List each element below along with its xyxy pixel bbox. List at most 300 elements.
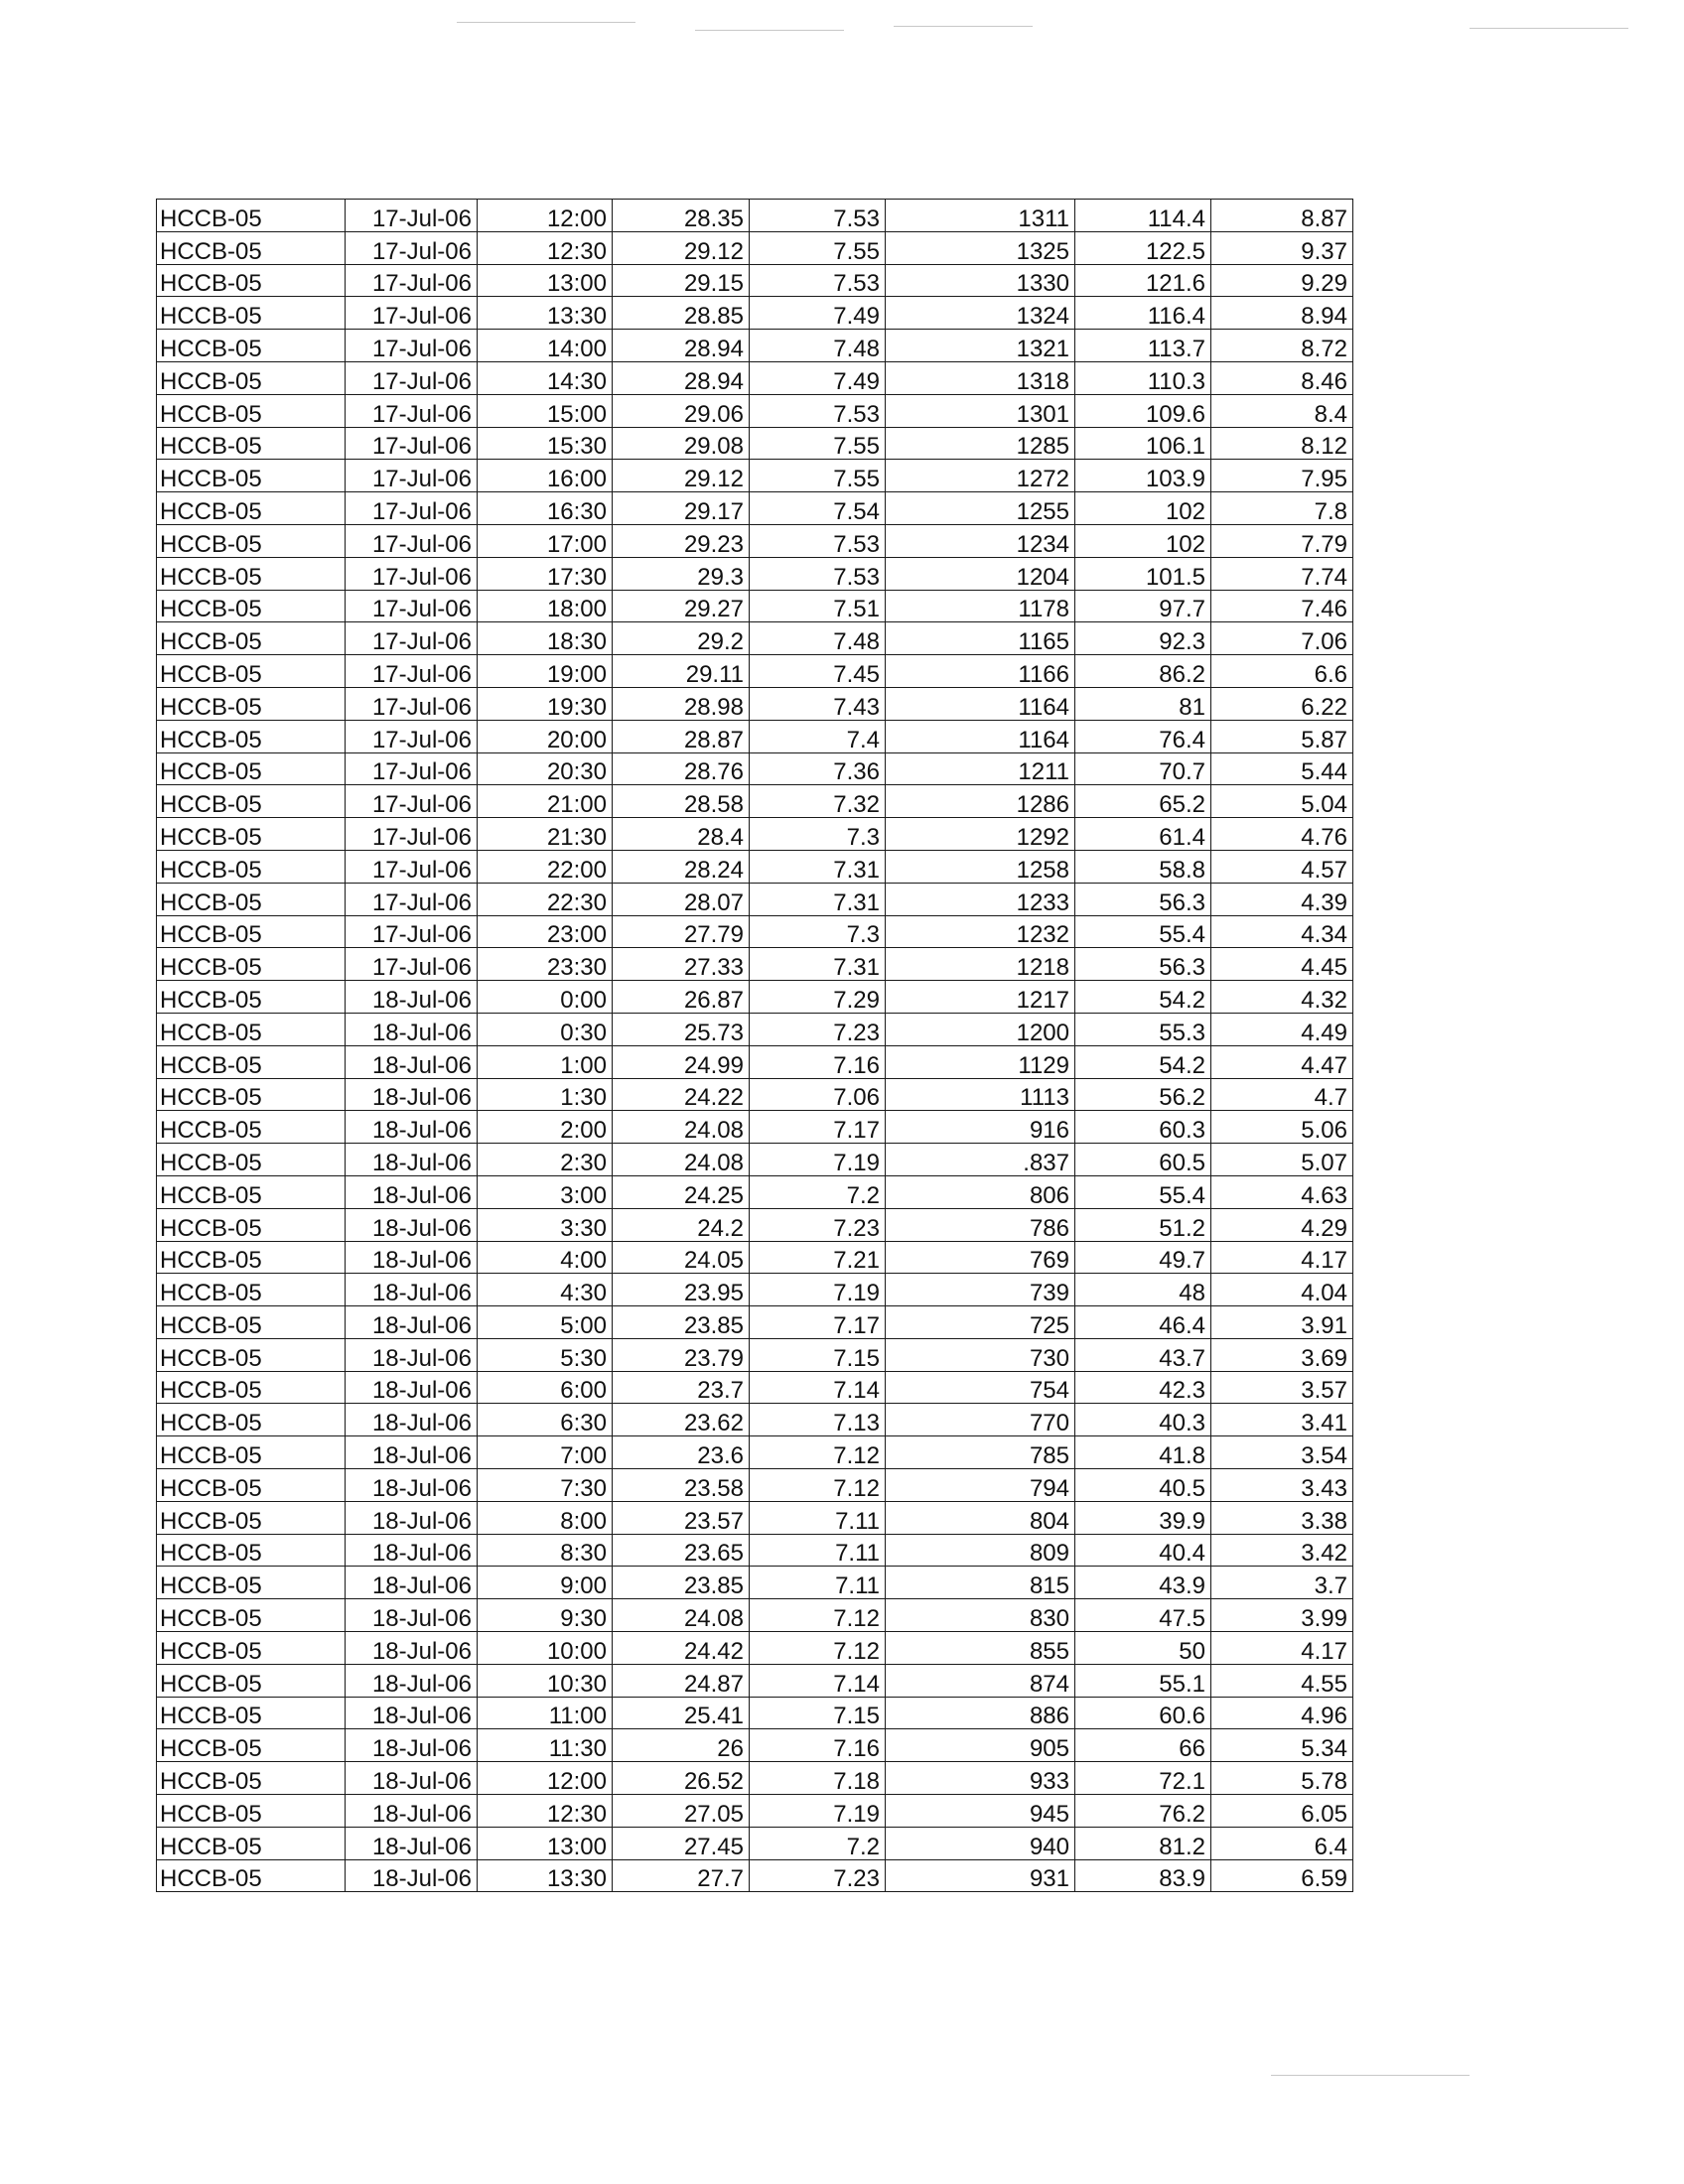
value-cell-2: 7.45 <box>750 655 886 688</box>
value-cell-1: 29.12 <box>613 231 750 264</box>
table-row <box>157 752 1353 785</box>
table-row <box>157 524 1353 557</box>
value-cell-1: 29.23 <box>613 524 750 557</box>
value-cell-3: 1258 <box>886 850 1075 883</box>
value-cell-2: 7.21 <box>750 1241 886 1274</box>
date-cell: 18-Jul-06 <box>346 1599 478 1632</box>
value-cell-2: 7.18 <box>750 1762 886 1795</box>
station-id-cell: HCCB-05 <box>157 1859 346 1892</box>
date-cell: 18-Jul-06 <box>346 1274 478 1306</box>
value-cell-3: 940 <box>886 1827 1075 1859</box>
value-cell-4: 102 <box>1075 524 1211 557</box>
table-row <box>157 590 1353 622</box>
date-cell: 18-Jul-06 <box>346 1013 478 1045</box>
time-cell: 21:00 <box>478 785 613 818</box>
table-row <box>157 1599 1353 1632</box>
date-cell: 18-Jul-06 <box>346 1306 478 1339</box>
date-cell: 17-Jul-06 <box>346 687 478 720</box>
value-cell-5: 6.22 <box>1211 687 1353 720</box>
table-row <box>157 1078 1353 1111</box>
table-row <box>157 915 1353 948</box>
date-cell: 17-Jul-06 <box>346 557 478 590</box>
value-cell-1: 26.87 <box>613 981 750 1014</box>
value-cell-4: 76.2 <box>1075 1795 1211 1828</box>
table-row <box>157 394 1353 427</box>
station-id-cell: HCCB-05 <box>157 1078 346 1111</box>
value-cell-5: 3.57 <box>1211 1371 1353 1404</box>
value-cell-1: 24.2 <box>613 1208 750 1241</box>
value-cell-3: 1292 <box>886 818 1075 851</box>
value-cell-2: 7.17 <box>750 1306 886 1339</box>
value-cell-2: 7.16 <box>750 1045 886 1078</box>
value-cell-2: 7.49 <box>750 297 886 330</box>
value-cell-1: 23.6 <box>613 1436 750 1469</box>
station-id-cell: HCCB-05 <box>157 1175 346 1208</box>
station-id-cell: HCCB-05 <box>157 1729 346 1762</box>
table-row <box>157 1501 1353 1534</box>
value-cell-2: 7.53 <box>750 557 886 590</box>
value-cell-1: 29.11 <box>613 655 750 688</box>
value-cell-3: 786 <box>886 1208 1075 1241</box>
value-cell-5: 7.46 <box>1211 590 1353 622</box>
value-cell-2: 7.53 <box>750 524 886 557</box>
date-cell: 18-Jul-06 <box>346 1175 478 1208</box>
station-id-cell: HCCB-05 <box>157 1697 346 1729</box>
value-cell-5: 6.6 <box>1211 655 1353 688</box>
time-cell: 0:30 <box>478 1013 613 1045</box>
value-cell-1: 26 <box>613 1729 750 1762</box>
value-cell-3: 1129 <box>886 1045 1075 1078</box>
date-cell: 17-Jul-06 <box>346 752 478 785</box>
value-cell-5: 4.57 <box>1211 850 1353 883</box>
value-cell-4: 122.5 <box>1075 231 1211 264</box>
table-row <box>157 655 1353 688</box>
value-cell-1: 28.35 <box>613 200 750 232</box>
value-cell-5: 3.91 <box>1211 1306 1353 1339</box>
value-cell-3: 1164 <box>886 720 1075 752</box>
value-cell-3: 1318 <box>886 361 1075 394</box>
date-cell: 18-Jul-06 <box>346 1078 478 1111</box>
table-row <box>157 231 1353 264</box>
time-cell: 22:00 <box>478 850 613 883</box>
table-row <box>157 1534 1353 1567</box>
time-cell: 2:00 <box>478 1111 613 1144</box>
value-cell-4: 66 <box>1075 1729 1211 1762</box>
value-cell-4: 86.2 <box>1075 655 1211 688</box>
value-cell-3: 1330 <box>886 264 1075 297</box>
value-cell-5: 8.4 <box>1211 394 1353 427</box>
station-id-cell: HCCB-05 <box>157 1534 346 1567</box>
value-cell-5: 4.34 <box>1211 915 1353 948</box>
date-cell: 18-Jul-06 <box>346 1371 478 1404</box>
value-cell-2: 7.23 <box>750 1859 886 1892</box>
station-id-cell: HCCB-05 <box>157 785 346 818</box>
value-cell-5: 7.74 <box>1211 557 1353 590</box>
value-cell-3: 725 <box>886 1306 1075 1339</box>
value-cell-1: 27.05 <box>613 1795 750 1828</box>
value-cell-1: 24.08 <box>613 1144 750 1176</box>
value-cell-1: 25.41 <box>613 1697 750 1729</box>
value-cell-4: 97.7 <box>1075 590 1211 622</box>
station-id-cell: HCCB-05 <box>157 1404 346 1436</box>
value-cell-1: 29.2 <box>613 622 750 655</box>
value-cell-4: 116.4 <box>1075 297 1211 330</box>
station-id-cell: HCCB-05 <box>157 687 346 720</box>
date-cell: 17-Jul-06 <box>346 330 478 362</box>
date-cell: 18-Jul-06 <box>346 1404 478 1436</box>
value-cell-3: 1204 <box>886 557 1075 590</box>
value-cell-2: 7.11 <box>750 1534 886 1567</box>
time-cell: 12:00 <box>478 1762 613 1795</box>
value-cell-1: 24.08 <box>613 1111 750 1144</box>
value-cell-2: 7.12 <box>750 1599 886 1632</box>
time-cell: 14:00 <box>478 330 613 362</box>
value-cell-1: 24.08 <box>613 1599 750 1632</box>
station-id-cell: HCCB-05 <box>157 1501 346 1534</box>
time-cell: 8:00 <box>478 1501 613 1534</box>
date-cell: 18-Jul-06 <box>346 1567 478 1599</box>
value-cell-3: 1166 <box>886 655 1075 688</box>
time-cell: 13:30 <box>478 297 613 330</box>
value-cell-1: 24.42 <box>613 1632 750 1665</box>
station-id-cell: HCCB-05 <box>157 1045 346 1078</box>
scan-speck <box>695 30 844 31</box>
station-id-cell: HCCB-05 <box>157 981 346 1014</box>
value-cell-4: 81 <box>1075 687 1211 720</box>
station-id-cell: HCCB-05 <box>157 915 346 948</box>
value-cell-2: 7.55 <box>750 427 886 460</box>
time-cell: 18:00 <box>478 590 613 622</box>
table-row <box>157 1338 1353 1371</box>
station-id-cell: HCCB-05 <box>157 590 346 622</box>
value-cell-2: 7.14 <box>750 1664 886 1697</box>
value-cell-3: 886 <box>886 1697 1075 1729</box>
time-cell: 19:00 <box>478 655 613 688</box>
value-cell-5: 6.59 <box>1211 1859 1353 1892</box>
value-cell-4: 43.7 <box>1075 1338 1211 1371</box>
value-cell-3: 933 <box>886 1762 1075 1795</box>
table-row <box>157 818 1353 851</box>
value-cell-5: 8.12 <box>1211 427 1353 460</box>
value-cell-5: 5.78 <box>1211 1762 1353 1795</box>
station-id-cell: HCCB-05 <box>157 622 346 655</box>
table-row <box>157 981 1353 1014</box>
table-row <box>157 264 1353 297</box>
time-cell: 14:30 <box>478 361 613 394</box>
date-cell: 18-Jul-06 <box>346 1697 478 1729</box>
value-cell-2: 7.36 <box>750 752 886 785</box>
date-cell: 17-Jul-06 <box>346 850 478 883</box>
value-cell-2: 7.12 <box>750 1436 886 1469</box>
value-cell-2: 7.49 <box>750 361 886 394</box>
date-cell: 18-Jul-06 <box>346 1436 478 1469</box>
value-cell-1: 24.99 <box>613 1045 750 1078</box>
station-id-cell: HCCB-05 <box>157 1664 346 1697</box>
table-row <box>157 850 1353 883</box>
station-id-cell: HCCB-05 <box>157 1306 346 1339</box>
time-cell: 18:30 <box>478 622 613 655</box>
value-cell-3: 730 <box>886 1338 1075 1371</box>
value-cell-3: 1255 <box>886 492 1075 525</box>
value-cell-1: 29.3 <box>613 557 750 590</box>
value-cell-2: 7.3 <box>750 915 886 948</box>
value-cell-4: 40.4 <box>1075 1534 1211 1567</box>
value-cell-2: 7.12 <box>750 1632 886 1665</box>
time-cell: 15:30 <box>478 427 613 460</box>
value-cell-1: 28.87 <box>613 720 750 752</box>
value-cell-4: 110.3 <box>1075 361 1211 394</box>
table-row <box>157 883 1353 915</box>
station-id-cell: HCCB-05 <box>157 1632 346 1665</box>
value-cell-2: 7.4 <box>750 720 886 752</box>
value-cell-5: 4.45 <box>1211 948 1353 981</box>
value-cell-5: 4.63 <box>1211 1175 1353 1208</box>
station-id-cell: HCCB-05 <box>157 655 346 688</box>
value-cell-3: 739 <box>886 1274 1075 1306</box>
station-id-cell: HCCB-05 <box>157 524 346 557</box>
value-cell-2: 7.43 <box>750 687 886 720</box>
station-id-cell: HCCB-05 <box>157 297 346 330</box>
date-cell: 17-Jul-06 <box>346 785 478 818</box>
value-cell-4: 109.6 <box>1075 394 1211 427</box>
station-id-cell: HCCB-05 <box>157 1567 346 1599</box>
time-cell: 13:00 <box>478 264 613 297</box>
table-row <box>157 948 1353 981</box>
date-cell: 17-Jul-06 <box>346 590 478 622</box>
table-row <box>157 785 1353 818</box>
date-cell: 18-Jul-06 <box>346 1045 478 1078</box>
value-cell-5: 8.46 <box>1211 361 1353 394</box>
time-cell: 11:30 <box>478 1729 613 1762</box>
time-cell: 13:00 <box>478 1827 613 1859</box>
table-row <box>157 361 1353 394</box>
time-cell: 4:00 <box>478 1241 613 1274</box>
value-cell-3: 1217 <box>886 981 1075 1014</box>
table-row <box>157 687 1353 720</box>
value-cell-3: 1272 <box>886 460 1075 492</box>
value-cell-2: 7.2 <box>750 1827 886 1859</box>
value-cell-4: 49.7 <box>1075 1241 1211 1274</box>
value-cell-2: 7.29 <box>750 981 886 1014</box>
date-cell: 17-Jul-06 <box>346 948 478 981</box>
value-cell-4: 41.8 <box>1075 1436 1211 1469</box>
value-cell-2: 7.54 <box>750 492 886 525</box>
value-cell-2: 7.32 <box>750 785 886 818</box>
table-row <box>157 1664 1353 1697</box>
time-cell: 2:30 <box>478 1144 613 1176</box>
value-cell-4: 72.1 <box>1075 1762 1211 1795</box>
table-row <box>157 1436 1353 1469</box>
date-cell: 17-Jul-06 <box>346 655 478 688</box>
value-cell-4: 42.3 <box>1075 1371 1211 1404</box>
value-cell-5: 7.79 <box>1211 524 1353 557</box>
value-cell-3: 1311 <box>886 200 1075 232</box>
time-cell: 1:30 <box>478 1078 613 1111</box>
value-cell-1: 27.33 <box>613 948 750 981</box>
value-cell-3: 945 <box>886 1795 1075 1828</box>
value-cell-3: 1321 <box>886 330 1075 362</box>
table-row <box>157 1111 1353 1144</box>
value-cell-1: 23.85 <box>613 1306 750 1339</box>
value-cell-2: 7.16 <box>750 1729 886 1762</box>
value-cell-5: 4.96 <box>1211 1697 1353 1729</box>
value-cell-5: 5.06 <box>1211 1111 1353 1144</box>
date-cell: 18-Jul-06 <box>346 1501 478 1534</box>
value-cell-4: 65.2 <box>1075 785 1211 818</box>
time-cell: 12:00 <box>478 200 613 232</box>
value-cell-5: 6.05 <box>1211 1795 1353 1828</box>
value-cell-4: 56.2 <box>1075 1078 1211 1111</box>
value-cell-1: 29.06 <box>613 394 750 427</box>
value-cell-5: 3.99 <box>1211 1599 1353 1632</box>
value-cell-1: 23.79 <box>613 1338 750 1371</box>
date-cell: 18-Jul-06 <box>346 1729 478 1762</box>
station-id-cell: HCCB-05 <box>157 200 346 232</box>
time-cell: 7:00 <box>478 1436 613 1469</box>
value-cell-1: 25.73 <box>613 1013 750 1045</box>
time-cell: 9:30 <box>478 1599 613 1632</box>
station-id-cell: HCCB-05 <box>157 1274 346 1306</box>
time-cell: 8:30 <box>478 1534 613 1567</box>
table-row <box>157 460 1353 492</box>
time-cell: 19:30 <box>478 687 613 720</box>
value-cell-3: 1211 <box>886 752 1075 785</box>
value-cell-5: 7.8 <box>1211 492 1353 525</box>
time-cell: 13:30 <box>478 1859 613 1892</box>
time-cell: 21:30 <box>478 818 613 851</box>
value-cell-1: 23.95 <box>613 1274 750 1306</box>
value-cell-4: 106.1 <box>1075 427 1211 460</box>
value-cell-4: 76.4 <box>1075 720 1211 752</box>
table-row <box>157 1827 1353 1859</box>
value-cell-4: 121.6 <box>1075 264 1211 297</box>
value-cell-5: 8.94 <box>1211 297 1353 330</box>
table-row <box>157 622 1353 655</box>
station-id-cell: HCCB-05 <box>157 1599 346 1632</box>
table-row <box>157 1795 1353 1828</box>
station-id-cell: HCCB-05 <box>157 1144 346 1176</box>
value-cell-1: 24.87 <box>613 1664 750 1697</box>
value-cell-5: 6.4 <box>1211 1827 1353 1859</box>
value-cell-3: 1113 <box>886 1078 1075 1111</box>
value-cell-5: 4.39 <box>1211 883 1353 915</box>
time-cell: 9:00 <box>478 1567 613 1599</box>
station-id-cell: HCCB-05 <box>157 394 346 427</box>
value-cell-1: 29.15 <box>613 264 750 297</box>
date-cell: 17-Jul-06 <box>346 200 478 232</box>
time-cell: 23:00 <box>478 915 613 948</box>
value-cell-3: 806 <box>886 1175 1075 1208</box>
date-cell: 18-Jul-06 <box>346 1208 478 1241</box>
value-cell-1: 28.94 <box>613 330 750 362</box>
time-cell: 12:30 <box>478 231 613 264</box>
value-cell-1: 23.62 <box>613 1404 750 1436</box>
value-cell-3: 785 <box>886 1436 1075 1469</box>
value-cell-2: 7.55 <box>750 460 886 492</box>
value-cell-4: 60.6 <box>1075 1697 1211 1729</box>
value-cell-1: 28.07 <box>613 883 750 915</box>
value-cell-1: 28.76 <box>613 752 750 785</box>
value-cell-1: 24.05 <box>613 1241 750 1274</box>
station-id-cell: HCCB-05 <box>157 850 346 883</box>
value-cell-5: 5.44 <box>1211 752 1353 785</box>
value-cell-5: 4.04 <box>1211 1274 1353 1306</box>
value-cell-4: 60.5 <box>1075 1144 1211 1176</box>
value-cell-4: 56.3 <box>1075 948 1211 981</box>
value-cell-5: 4.7 <box>1211 1078 1353 1111</box>
table-row <box>157 1859 1353 1892</box>
value-cell-4: 70.7 <box>1075 752 1211 785</box>
value-cell-2: 7.31 <box>750 883 886 915</box>
time-cell: 0:00 <box>478 981 613 1014</box>
value-cell-1: 23.85 <box>613 1567 750 1599</box>
station-id-cell: HCCB-05 <box>157 460 346 492</box>
value-cell-5: 9.29 <box>1211 264 1353 297</box>
date-cell: 18-Jul-06 <box>346 1632 478 1665</box>
table-row <box>157 720 1353 752</box>
table-row <box>157 557 1353 590</box>
value-cell-2: 7.14 <box>750 1371 886 1404</box>
value-cell-3: 1286 <box>886 785 1075 818</box>
value-cell-2: 7.31 <box>750 948 886 981</box>
value-cell-5: 5.07 <box>1211 1144 1353 1176</box>
value-cell-4: 48 <box>1075 1274 1211 1306</box>
value-cell-4: 55.3 <box>1075 1013 1211 1045</box>
value-cell-3: 1233 <box>886 883 1075 915</box>
value-cell-1: 27.45 <box>613 1827 750 1859</box>
value-cell-4: 51.2 <box>1075 1208 1211 1241</box>
value-cell-4: 83.9 <box>1075 1859 1211 1892</box>
table-row <box>157 1404 1353 1436</box>
data-table <box>156 199 1353 1892</box>
table-row <box>157 1306 1353 1339</box>
value-cell-5: 8.87 <box>1211 200 1353 232</box>
value-cell-1: 29.17 <box>613 492 750 525</box>
date-cell: 17-Jul-06 <box>346 720 478 752</box>
value-cell-2: 7.53 <box>750 264 886 297</box>
value-cell-2: 7.48 <box>750 330 886 362</box>
value-cell-2: 7.3 <box>750 818 886 851</box>
time-cell: 3:30 <box>478 1208 613 1241</box>
value-cell-1: 29.27 <box>613 590 750 622</box>
value-cell-2: 7.12 <box>750 1469 886 1502</box>
value-cell-3: .837 <box>886 1144 1075 1176</box>
station-id-cell: HCCB-05 <box>157 1241 346 1274</box>
value-cell-4: 92.3 <box>1075 622 1211 655</box>
value-cell-3: 1200 <box>886 1013 1075 1045</box>
value-cell-2: 7.48 <box>750 622 886 655</box>
station-id-cell: HCCB-05 <box>157 1371 346 1404</box>
value-cell-3: 931 <box>886 1859 1075 1892</box>
date-cell: 17-Jul-06 <box>346 297 478 330</box>
table-row <box>157 1632 1353 1665</box>
date-cell: 18-Jul-06 <box>346 1338 478 1371</box>
value-cell-4: 43.9 <box>1075 1567 1211 1599</box>
value-cell-3: 916 <box>886 1111 1075 1144</box>
value-cell-4: 55.4 <box>1075 1175 1211 1208</box>
table-body <box>157 200 1353 1892</box>
table-row <box>157 200 1353 232</box>
value-cell-2: 7.19 <box>750 1795 886 1828</box>
value-cell-5: 3.43 <box>1211 1469 1353 1502</box>
value-cell-1: 28.4 <box>613 818 750 851</box>
station-id-cell: HCCB-05 <box>157 883 346 915</box>
time-cell: 5:00 <box>478 1306 613 1339</box>
value-cell-3: 770 <box>886 1404 1075 1436</box>
value-cell-2: 7.17 <box>750 1111 886 1144</box>
station-id-cell: HCCB-05 <box>157 1338 346 1371</box>
value-cell-4: 56.3 <box>1075 883 1211 915</box>
